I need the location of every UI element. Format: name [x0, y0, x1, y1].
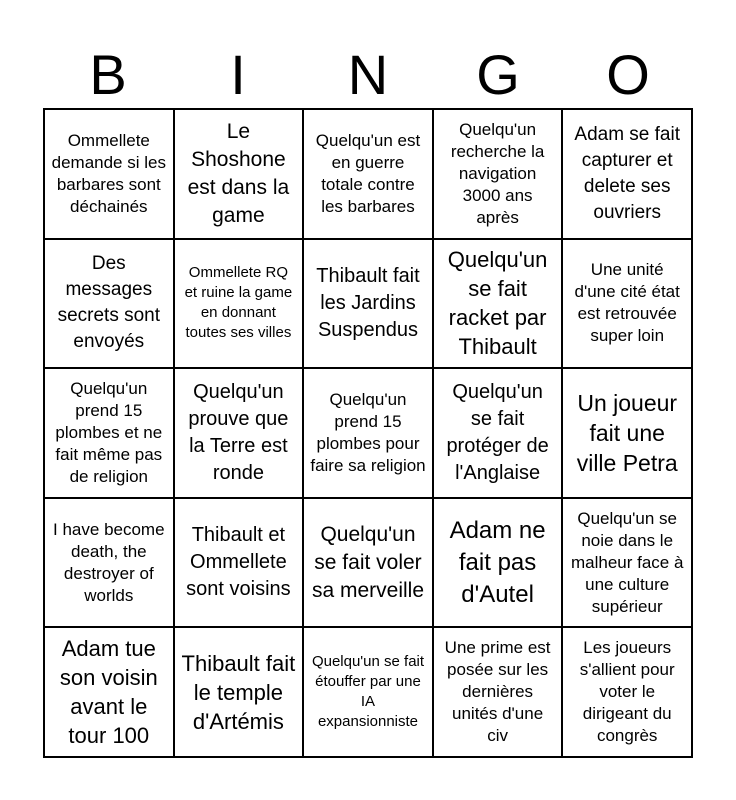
- cell-text: Quelqu'un se noie dans le malheur face à une culture supérieur: [570, 508, 684, 616]
- cell-text: Ommellete RQ et ruine la game en donnant toutes ses villes: [184, 264, 293, 342]
- header-letter-b: B: [89, 43, 127, 106]
- bingo-cell: [44, 368, 174, 498]
- cell-text: Thibault et Ommellete sont voisins: [186, 524, 291, 601]
- bingo-cell: [44, 498, 174, 628]
- bingo-cell: [562, 368, 692, 498]
- bingo-cell: [174, 498, 304, 628]
- cell-text: Une prime est posée sur les dernières unités d'une civ: [444, 638, 551, 746]
- bingo-cell: [174, 627, 304, 757]
- bingo-cell: [174, 239, 304, 369]
- cell-text: Quelqu'un prouve que la Terre est ronde: [188, 380, 289, 484]
- bingo-cell: [562, 109, 692, 239]
- bingo-cell: [433, 239, 563, 369]
- bingo-cell: [433, 627, 563, 757]
- bingo-cell: [562, 239, 692, 369]
- cell-text: Des messages secrets sont envoyés: [57, 253, 161, 353]
- cell-text: Adam tue son voisin avant le tour 100: [59, 636, 158, 749]
- bingo-cell: [174, 368, 304, 498]
- cell-text: Les joueurs s'allient pour voter le dirigeant du congrès: [579, 638, 675, 746]
- bingo-cell: [303, 239, 433, 369]
- cell-text: Adam se fait capturer et delete ses ouvriers: [574, 123, 680, 223]
- cell-text: Quelqu'un se fait étouffer par une IA expansionniste: [311, 653, 425, 731]
- cell-text: Quelqu'un se fait voler sa merveille: [311, 522, 425, 602]
- cell-text: I have become death, the destroyer of worlds: [53, 519, 165, 605]
- bingo-header: [43, 42, 693, 108]
- header-letter-o: O: [606, 43, 650, 106]
- header-letter-i: I: [230, 43, 246, 106]
- cell-text: Le Shoshone est dans la game: [187, 119, 290, 227]
- bingo-cell: [44, 109, 174, 239]
- bingo-cell: [433, 498, 563, 628]
- cell-text: Quelqu'un prend 15 plombes et ne fait même pas de religion: [55, 378, 163, 486]
- cell-text: Quelqu'un se fait racket par Thibault: [447, 247, 548, 360]
- bingo-cell: [562, 627, 692, 757]
- header-letter-g: G: [476, 43, 520, 106]
- cell-text: Quelqu'un recherche la navigation 3000 ans après: [450, 119, 545, 227]
- header-letter-n: N: [347, 43, 389, 106]
- bingo-cell: [562, 498, 692, 628]
- cell-text: Adam ne fait pas d'Autel: [449, 516, 546, 608]
- cell-text: Un joueur fait une ville Petra: [576, 389, 678, 476]
- bingo-cell: [433, 368, 563, 498]
- bingo-cell: [433, 109, 563, 239]
- bingo-cell: [303, 109, 433, 239]
- bingo-cell: [174, 109, 304, 239]
- bingo-cell: [303, 627, 433, 757]
- bingo-cell: [44, 239, 174, 369]
- bingo-cell: [303, 368, 433, 498]
- cell-text: Une unité d'une cité état est retrouvée super loin: [574, 260, 680, 346]
- cell-text: Thibault fait le temple d'Artémis: [181, 650, 296, 734]
- cell-text: Quelqu'un se fait protéger de l'Anglaise: [446, 380, 549, 484]
- bingo-grid: [43, 108, 693, 758]
- cell-text: Quelqu'un est en guerre totale contre les barbares: [315, 130, 421, 216]
- cell-text: Ommellete demande si les barbares sont déchainés: [51, 130, 166, 216]
- bingo-cell: [44, 627, 174, 757]
- cell-text: Thibault fait les Jardins Suspendus: [316, 264, 420, 341]
- cell-text: Quelqu'un prend 15 plombes pour faire sa religion: [310, 389, 426, 475]
- bingo-cell: [303, 498, 433, 628]
